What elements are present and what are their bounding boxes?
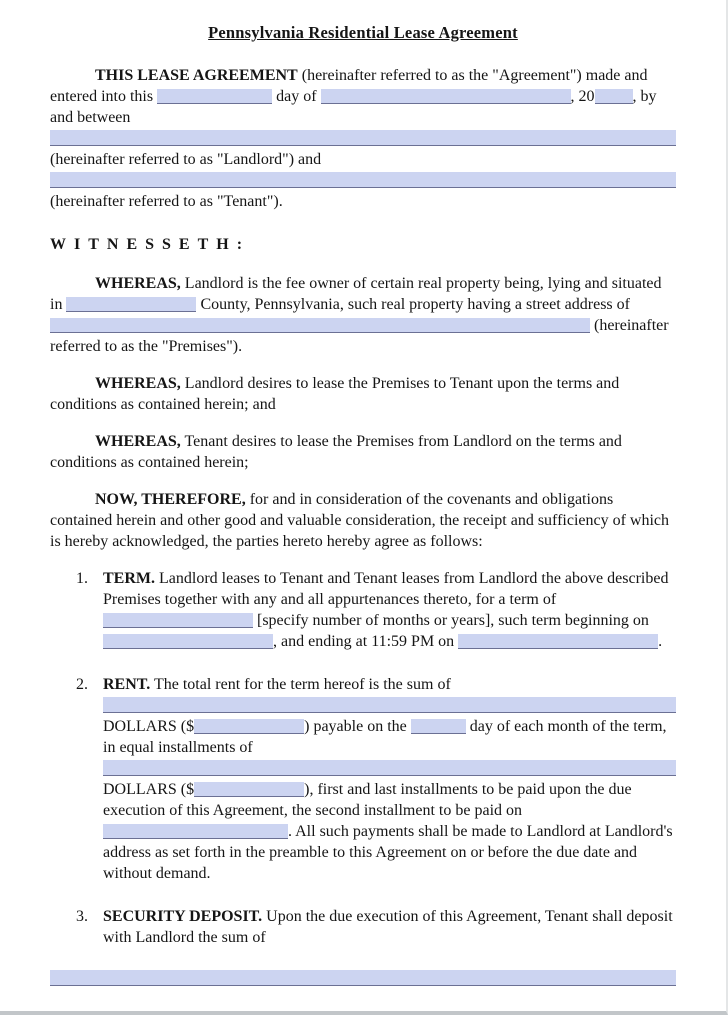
clause-term (50, 568, 676, 652)
opening-text-1: (hereinafter referred to as the "Agreement") made and entered into this (50, 67, 648, 105)
clause-rent-lead: RENT. (103, 676, 151, 693)
premises-label: (hereinafter referred to as the "Premises"). (50, 317, 669, 355)
blank-year[interactable] (595, 89, 633, 104)
clause-rent-text-1: The total rent for the term hereof is the sum of (150, 676, 451, 693)
opening-text-5: , by and between (50, 88, 657, 126)
whereas-landlord-paragraph (50, 373, 676, 415)
blank-county[interactable] (66, 297, 196, 312)
tenant-label: (hereinafter referred to as "Tenant"). (50, 193, 283, 210)
opening-paragraph (50, 65, 676, 212)
whereas-landlord-lead: WHEREAS, (95, 375, 181, 392)
blank-term-length[interactable] (103, 613, 253, 628)
document-title: Pennsylvania Residential Lease Agreement (208, 23, 518, 42)
opening-text-3: , (570, 88, 575, 105)
blank-installment-words[interactable] (103, 760, 676, 776)
blank-term-end-date[interactable] (458, 634, 658, 649)
blank-term-start-date[interactable] (103, 634, 273, 649)
whereas-landlord-text: Landlord desires to lease the Premises to Tenant upon the terms and conditions as contained herein; and (50, 375, 620, 413)
clause-rent (50, 674, 676, 884)
blank-tenant-name[interactable] (50, 172, 676, 188)
clause-security-deposit-lead: SECURITY DEPOSIT. (103, 908, 263, 925)
now-therefore-text: for and in consideration of the covenants and obligations contained herein and other good and valuable consideration, the receipt and sufficiency of which is hereby acknowledged, the parties hereto hereby agree as follows: (50, 491, 670, 550)
clause-rent-text-6: ), first and last installments to be paid upon the due execution of this Agreement, the second installment to be paid on (103, 781, 632, 819)
clause-term-text-4: . (658, 633, 663, 650)
clause-rent-text-4: day of each month of the term, in equal installments of (103, 718, 667, 756)
clause-security-deposit-number: 3. (76, 908, 88, 925)
whereas-tenant-lead: WHEREAS, (95, 433, 181, 450)
whereas-owner-paragraph (50, 273, 676, 357)
blank-second-installment-date[interactable] (103, 824, 288, 839)
clause-term-number: 1. (76, 570, 88, 587)
blank-installment-amount[interactable] (194, 782, 304, 797)
clause-rent-number: 2. (76, 676, 88, 693)
whereas-tenant-paragraph (50, 431, 676, 473)
clause-rent-text-5: DOLLARS ($ (103, 781, 195, 798)
now-therefore-lead: NOW, THEREFORE, (95, 491, 246, 508)
landlord-label: (hereinafter referred to as "Landlord") and (50, 151, 322, 168)
blank-rent-due-day[interactable] (411, 719, 466, 734)
clause-term-lead: TERM. (103, 570, 155, 587)
clause-term-text-3: , and ending at 11:59 PM on (273, 633, 459, 650)
whereas-owner-text-1: Landlord is the fee owner of certain real property being, lying and situated in (50, 275, 662, 313)
blank-street-address[interactable] (50, 318, 590, 333)
blank-total-rent-words[interactable] (103, 697, 676, 713)
whereas-owner-text-2: County, Pennsylvania, such real property having a street address of (196, 296, 630, 313)
clause-rent-text-3: ) payable on the (304, 718, 411, 735)
now-therefore-paragraph (50, 489, 676, 552)
clause-security-deposit (50, 906, 676, 948)
clauses-list (50, 568, 676, 948)
blank-day-of-month[interactable] (157, 89, 272, 104)
clause-term-text-2: [specify number of months or years], such term beginning on (253, 612, 649, 629)
clause-rent-text-2: DOLLARS ($ (103, 718, 195, 735)
whereas-owner-lead: WHEREAS, (95, 275, 181, 292)
opening-text-4: 20 (578, 88, 595, 105)
whereas-tenant-text: Tenant desires to lease the Premises from Landlord on the terms and conditions as contained herein; (50, 433, 622, 471)
blank-landlord-name[interactable] (50, 130, 676, 146)
blank-total-rent-amount[interactable] (194, 719, 304, 734)
blank-month[interactable] (321, 89, 571, 104)
blank-security-deposit-amount[interactable] (50, 970, 676, 986)
opening-text-2: day of (272, 88, 321, 105)
clause-security-deposit-text: Upon the due execution of this Agreement, Tenant shall deposit with Landlord the sum of (103, 908, 673, 946)
clause-term-text-1: Landlord leases to Tenant and Tenant leases from Landlord the above described Premises together with any and all appurtenances thereto, for a term of (103, 570, 669, 608)
clause-rent-text-7: . All such payments shall be made to Landlord at Landlord's address as set forth in the preamble to this Agreement on or before the due date and without demand. (103, 823, 673, 882)
opening-lead: THIS LEASE AGREEMENT (95, 67, 298, 84)
witnesseth-heading: WITNESSETH: (50, 236, 251, 253)
